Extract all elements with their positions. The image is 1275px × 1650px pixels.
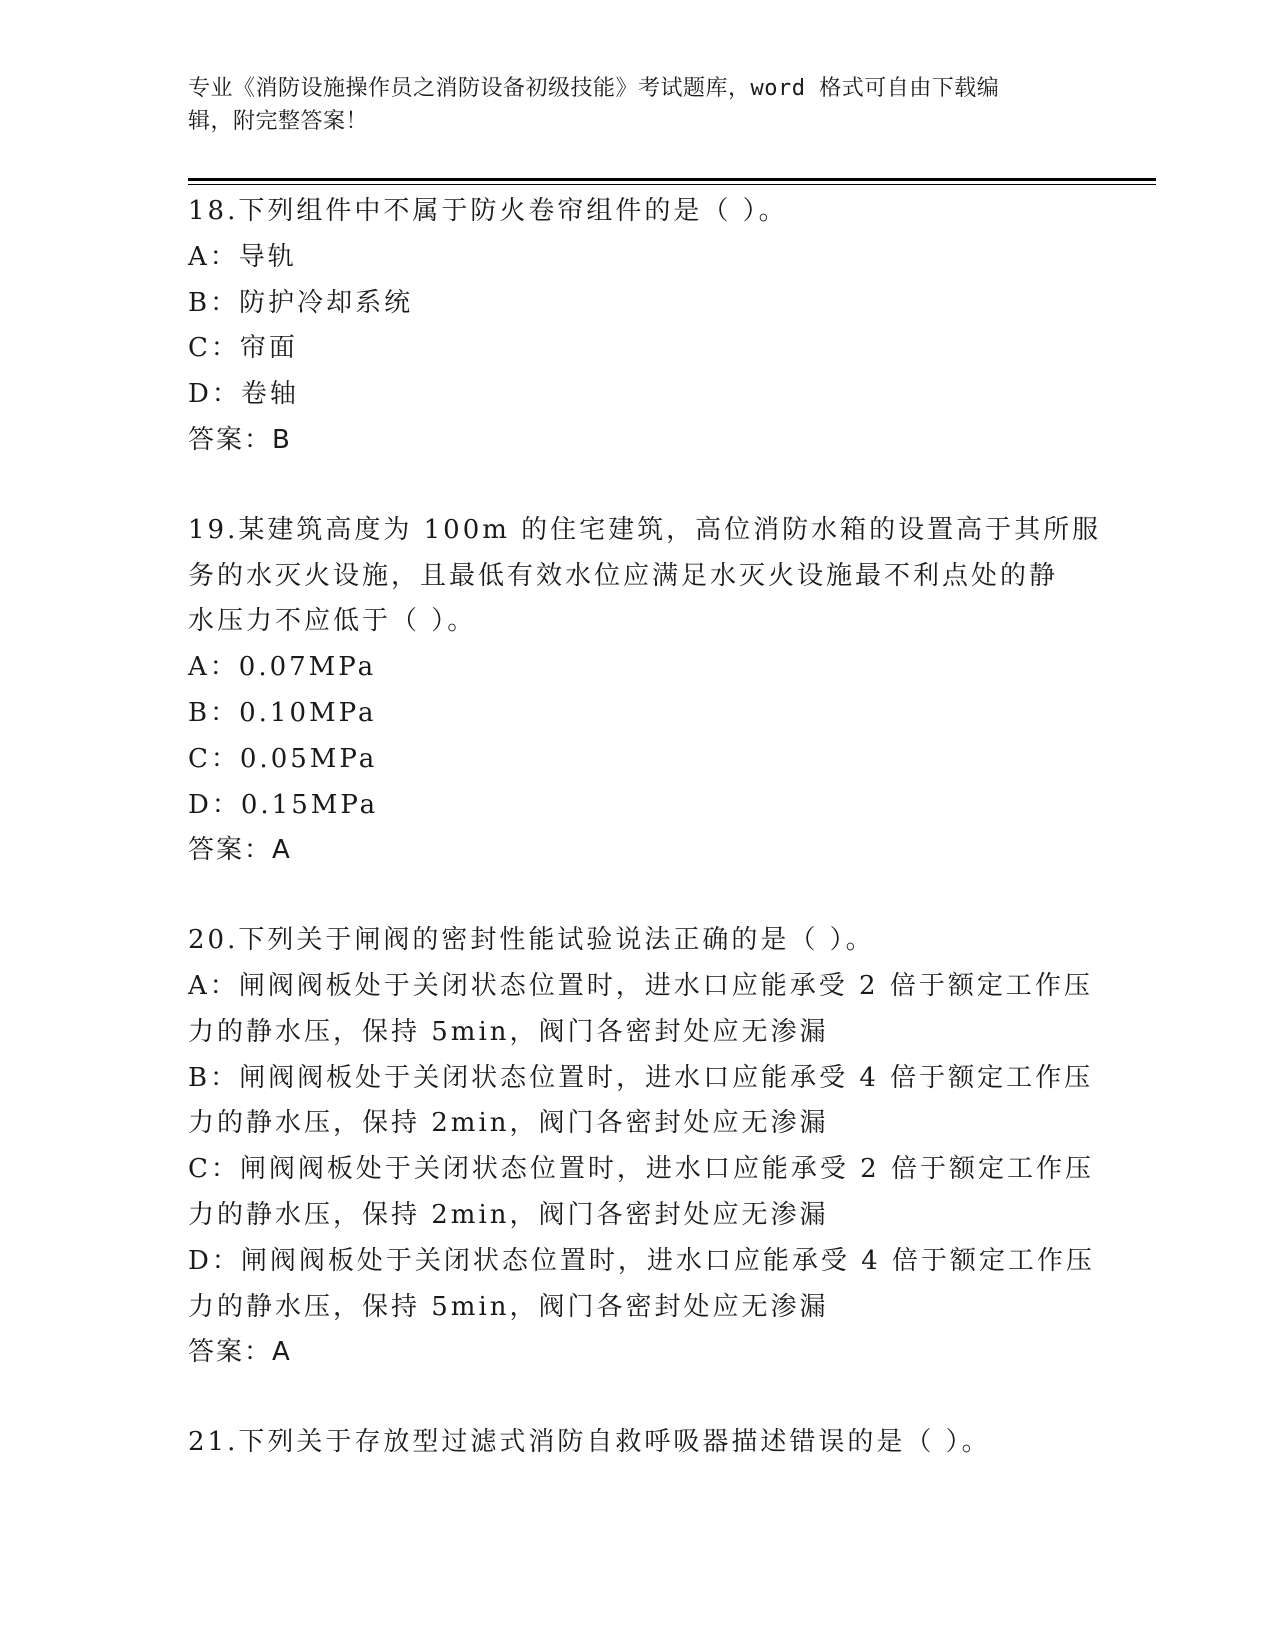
document-header — [188, 72, 1088, 138]
question-stem-line: 21.下列关于存放型过滤式消防自救呼吸器描述错误的是（ ）。 — [188, 1427, 991, 1458]
answer-label: 答案：A — [188, 1337, 292, 1368]
option-A-line: A：导轨 — [188, 241, 297, 272]
question-1 — [188, 189, 1088, 464]
header-rule-thick — [188, 178, 1156, 181]
option-C-line: 力的静水压，保持 2min，阀门各密封处应无渗漏 — [188, 1199, 829, 1230]
option-C-line: C：闸阀阀板处于关闭状态位置时，进水口应能承受 2 倍于额定工作压 — [188, 1154, 1094, 1185]
header-line-2: 辑，附完整答案！ — [188, 109, 369, 134]
option-D-line: D：卷轴 — [188, 379, 299, 410]
option-D-line: D：0.15MPa — [188, 789, 379, 820]
question-4 — [188, 1420, 1088, 1466]
option-A-line: A：闸阀阀板处于关闭状态位置时，进水口应能承受 2 倍于额定工作压 — [188, 970, 1093, 1001]
option-C-line: C：帘面 — [188, 333, 298, 364]
question-stem-line: 水压力不应低于（ ）。 — [188, 606, 477, 637]
question-3 — [188, 918, 1095, 1376]
option-A-line: 力的静水压，保持 5min，阀门各密封处应无渗漏 — [188, 1016, 829, 1047]
option-B-line: B：0.10MPa — [188, 697, 377, 728]
option-B-line: B：防护冷却系统 — [188, 287, 414, 318]
header-rule-thin — [188, 184, 1156, 185]
answer-label: 答案：A — [188, 835, 292, 866]
answer-label: 答案：B — [188, 424, 292, 455]
option-A-line: A：0.07MPa — [188, 652, 377, 683]
question-stem-line: 务的水灭火设施，且最低有效水位应满足水灭火设施最不利点处的静 — [188, 560, 1059, 591]
option-B-line: 力的静水压，保持 2min，阀门各密封处应无渗漏 — [188, 1108, 829, 1139]
option-C-line: C：0.05MPa — [188, 743, 378, 774]
option-B-line: B：闸阀阀板处于关闭状态位置时，进水口应能承受 4 倍于额定工作压 — [188, 1062, 1094, 1093]
header-line-1: 专业《消防设施操作员之消防设备初级技能》考试题库，word 格式可自由下载编 — [188, 76, 1000, 101]
option-D-line: D：闸阀阀板处于关闭状态位置时，进水口应能承受 4 倍于额定工作压 — [188, 1245, 1095, 1276]
option-D-line: 力的静水压，保持 5min，阀门各密封处应无渗漏 — [188, 1291, 829, 1322]
question-stem-line: 18.下列组件中不属于防火卷帘组件的是（ ）。 — [188, 196, 788, 226]
question-stem-line: 19.某建筑高度为 100m 的住宅建筑，高位消防水箱的设置高于其所服 — [188, 514, 1102, 545]
question-stem-line: 20.下列关于闸阀的密封性能试验说法正确的是（ ）。 — [188, 925, 875, 956]
question-2 — [188, 508, 1102, 874]
question-list — [188, 189, 1102, 1510]
